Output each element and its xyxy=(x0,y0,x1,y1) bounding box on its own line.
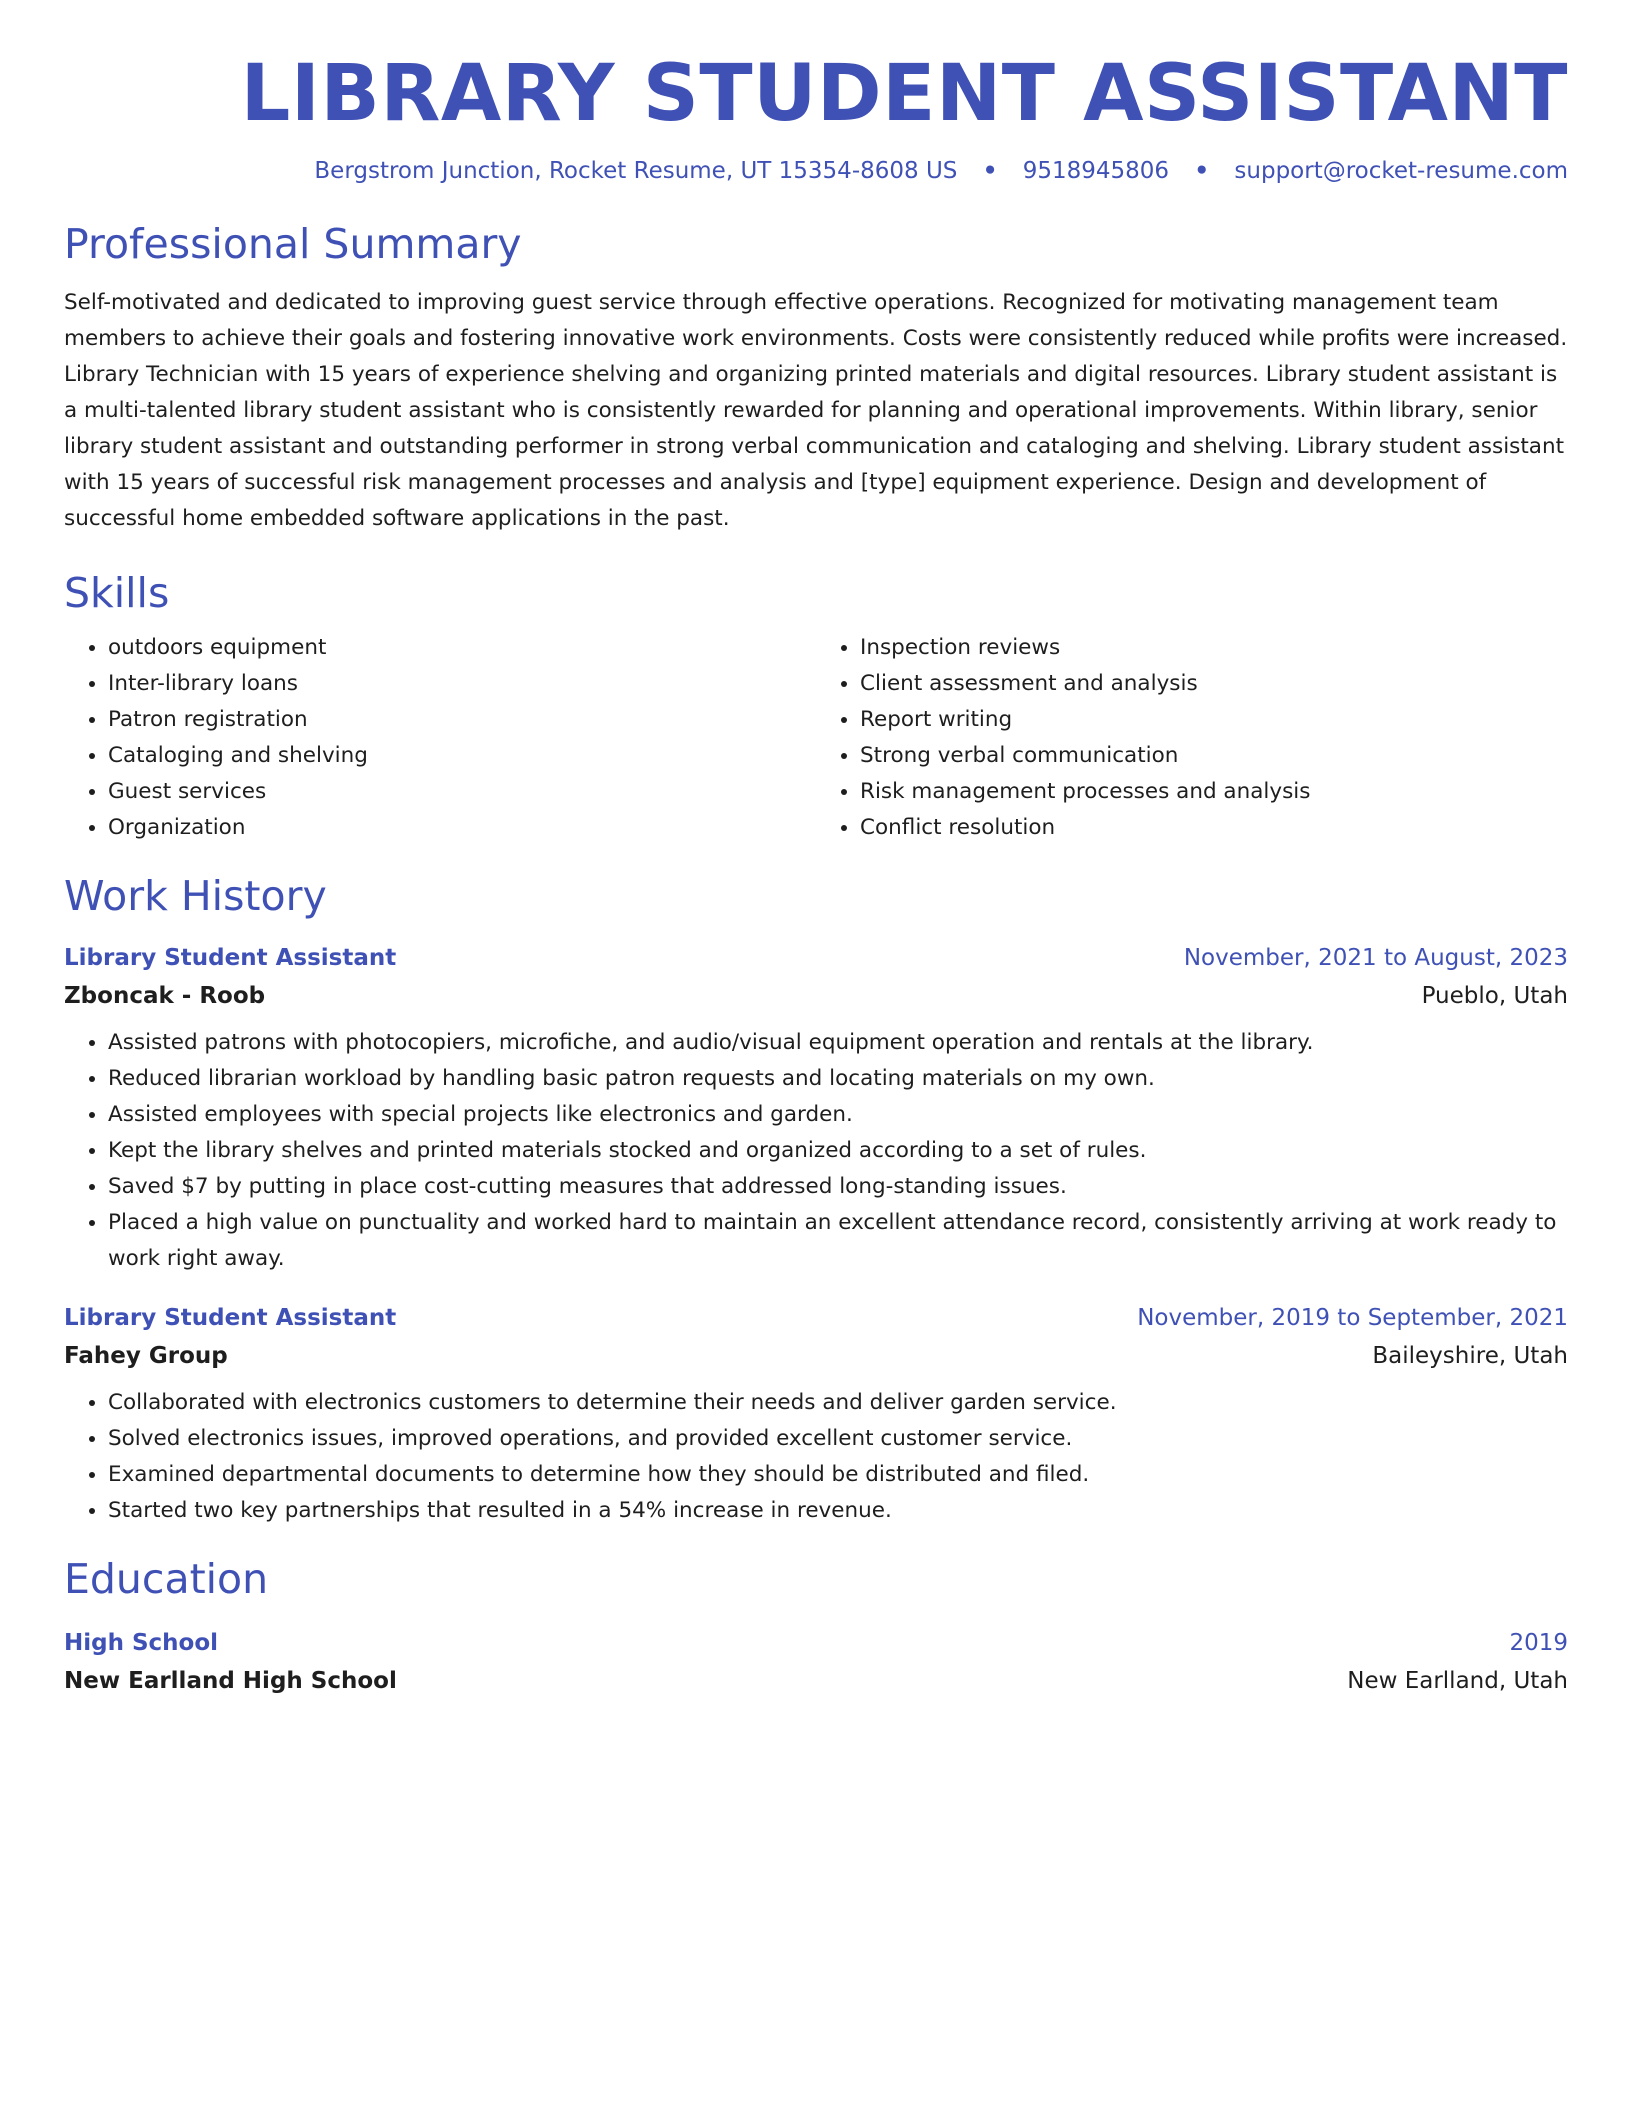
job-bullets xyxy=(64,1385,1568,1529)
education-school: New Earlland High School xyxy=(64,1668,397,1695)
job-bullet: • Collaborated with electronics customers to determine their needs and deliver garden service. xyxy=(108,1385,1568,1421)
job-bullet: • Started two key partnerships that resulted in a 54% increase in revenue. xyxy=(108,1493,1568,1529)
job-location: Baileyshire, Utah xyxy=(1372,1342,1568,1369)
resume-header xyxy=(64,0,1568,184)
job-location: Pueblo, Utah xyxy=(1421,982,1568,1009)
skill-item: • Organization xyxy=(108,810,816,846)
contact-separator: • xyxy=(1194,157,1210,184)
education-location: New Earlland, Utah xyxy=(1347,1668,1568,1695)
job-bullet: • Kept the library shelves and printed materials stocked and organized according to a set of rules. xyxy=(108,1133,1568,1169)
contact-address: Bergstrom Junction, Rocket Resume, UT 15354-8608 US xyxy=(314,157,958,184)
skills-column-right xyxy=(816,630,1568,846)
job-header xyxy=(64,939,1568,977)
job-entry xyxy=(64,1299,1568,1529)
skill-item: • Conflict resolution xyxy=(860,810,1568,846)
contact-line xyxy=(64,158,1568,184)
contact-separator: • xyxy=(982,157,998,184)
summary-heading: Professional Summary xyxy=(64,219,522,268)
job-title: Library Student Assistant xyxy=(64,1304,397,1331)
job-company: Zboncak - Roob xyxy=(64,982,266,1009)
skills-column-left xyxy=(64,630,816,846)
job-dates: November, 2021 to August, 2023 xyxy=(1183,944,1568,971)
skill-item: • Guest services xyxy=(108,774,816,810)
job-bullet: • Saved $7 by putting in place cost-cutting measures that addressed long-standing issues. xyxy=(108,1169,1568,1205)
job-bullet: • Assisted patrons with photocopiers, microfiche, and audio/visual equipment operation and rentals at the library. xyxy=(108,1025,1568,1061)
job-bullet: • Assisted employees with special projects like electronics and garden. xyxy=(108,1097,1568,1133)
job-bullets xyxy=(64,1025,1568,1277)
education-header xyxy=(64,1624,1568,1662)
job-bullet: • Reduced librarian workload by handling basic patron requests and locating materials on my own. xyxy=(108,1061,1568,1097)
skill-item: • Risk management processes and analysis xyxy=(860,774,1568,810)
work-history-heading: Work History xyxy=(64,871,327,920)
contact-phone: 9518945806 xyxy=(1022,157,1170,184)
job-bullet: • Placed a high value on punctuality and worked hard to maintain an excellent attendance record, consistently arriving at work ready to work right away. xyxy=(108,1205,1568,1277)
skill-item: • Cataloging and shelving xyxy=(108,738,816,774)
skills-list xyxy=(64,630,1568,846)
job-header xyxy=(64,1299,1568,1337)
skill-item: • Client assessment and analysis xyxy=(860,666,1568,702)
skill-item: • Inspection reviews xyxy=(860,630,1568,666)
skills-heading: Skills xyxy=(64,568,170,617)
job-dates: November, 2019 to September, 2021 xyxy=(1137,1304,1568,1331)
job-bullet: • Examined departmental documents to determine how they should be distributed and filed. xyxy=(108,1457,1568,1493)
education-heading: Education xyxy=(64,1554,269,1603)
job-subheader xyxy=(64,977,1568,1015)
job-title: Library Student Assistant xyxy=(64,944,397,971)
skill-item: • Report writing xyxy=(860,702,1568,738)
education-subheader xyxy=(64,1662,1568,1700)
skill-item: • Strong verbal communication xyxy=(860,738,1568,774)
contact-email[interactable]: support@rocket-resume.com xyxy=(1234,157,1568,184)
job-bullet: • Solved electronics issues, improved operations, and provided excellent customer service. xyxy=(108,1421,1568,1457)
skill-item: • Patron registration xyxy=(108,702,816,738)
job-subheader xyxy=(64,1337,1568,1375)
skill-item: • outdoors equipment xyxy=(108,630,816,666)
skill-item: • Inter-library loans xyxy=(108,666,816,702)
education-entry xyxy=(64,1624,1568,1700)
summary-text: Self-motivated and dedicated to improving guest service through effective operations. Recognized for motivating management team members to achieve their goals and fostering innovative work environments. Costs were consistently reduced while profits were increased. Library Technician with 15 years of experience shelving and organizing printed materials and digital resources. Library student assistant is a multi-talented library student assistant who is consistently rewarded for planning and operational improvements. Within library, senior library student assistant and outstanding performer in strong verbal communication and cataloging and shelving. Library student assistant with 15 years of successful risk management processes and analysis and [type] equipment experience. Design and development of successful home embedded software applications in the past. xyxy=(64,289,1568,531)
job-entry xyxy=(64,939,1568,1277)
education-degree: High School xyxy=(64,1630,219,1657)
job-company: Fahey Group xyxy=(64,1342,228,1369)
education-year: 2019 xyxy=(1509,1630,1568,1657)
candidate-title: LIBRARY STUDENT ASSISTANT xyxy=(240,49,1568,139)
